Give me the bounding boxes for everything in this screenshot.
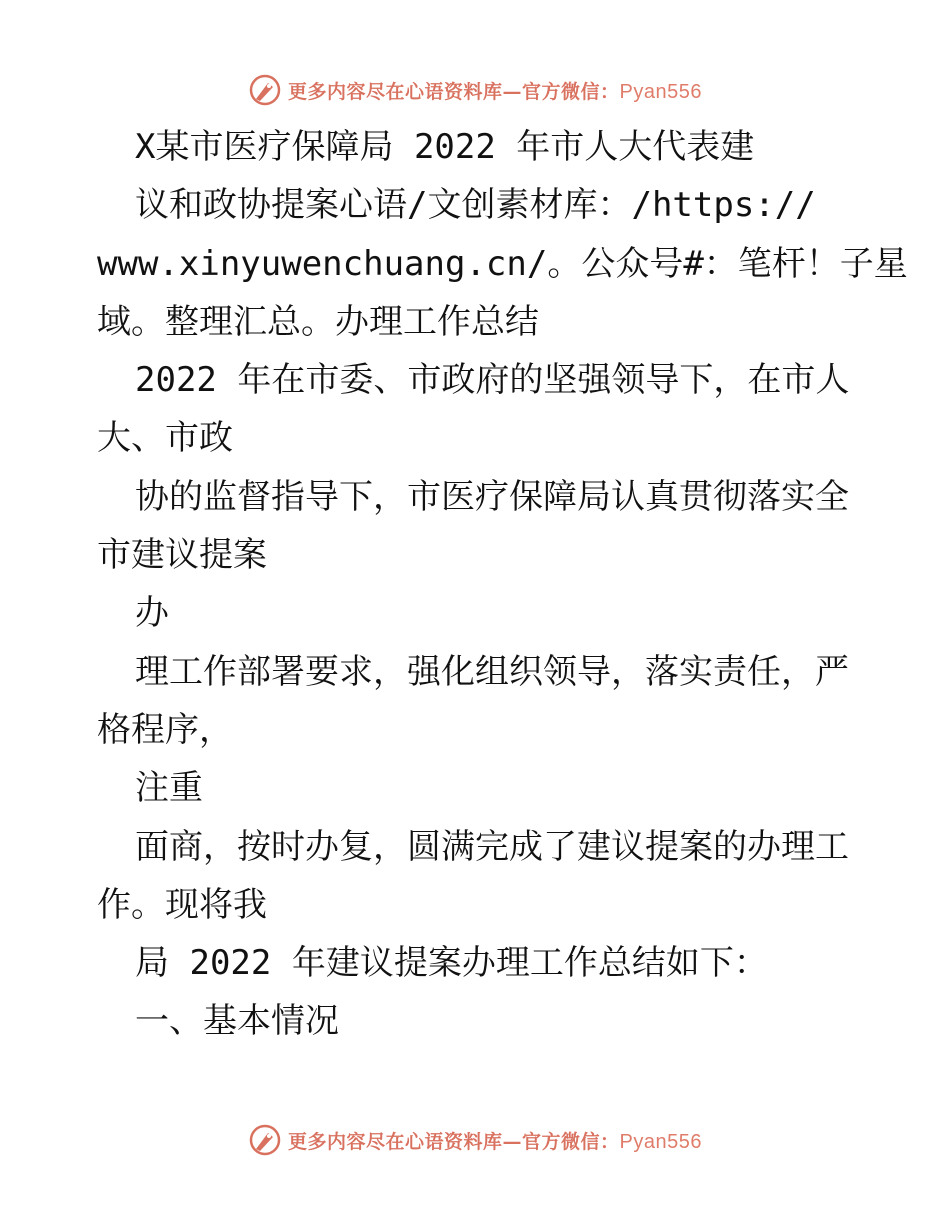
watermark-banner-top (0, 70, 950, 110)
document-line: 办 (135, 593, 169, 634)
document-body (97, 118, 908, 1051)
document-line: 格程序， (97, 709, 233, 750)
pen-nib-logo-icon (248, 73, 282, 107)
document-line: 面商，按时办复，圆满完成了建议提案的办理工 (135, 826, 849, 867)
document-line: www.xinyuwenchuang.cn/。公众号#：笔杆！子星 (97, 243, 908, 284)
document-line: 2022 年在市委、市政府的坚强领导下，在市人 (135, 360, 850, 401)
pen-nib-logo-icon (248, 1123, 282, 1157)
watermark-text: 更多内容尽在心语资料库—官方微信：Pyan556 (288, 1130, 702, 1153)
document-line: 议和政协提案心语/文创素材库：/https:// (135, 185, 816, 226)
document-line: 域。整理汇总。办理工作总结 (97, 301, 539, 342)
document-line: 大、市政 (97, 418, 233, 459)
document-line: 注重 (135, 768, 203, 809)
document-line: 一、基本情况 (135, 1001, 339, 1042)
document-line: X某市医疗保障局 2022 年市人大代表建 (135, 127, 755, 167)
document-line: 作。现将我 (97, 884, 267, 925)
document-line: 市建议提案 (97, 535, 267, 576)
document-line: 局 2022 年建议提案办理工作总结如下： (135, 943, 768, 984)
watermark-banner-bottom (0, 1120, 950, 1160)
document-line: 协的监督指导下，市医疗保障局认真贯彻落实全 (135, 476, 849, 517)
document-line: 理工作部署要求，强化组织领导，落实责任，严 (135, 651, 849, 692)
watermark-text: 更多内容尽在心语资料库—官方微信：Pyan556 (288, 80, 702, 103)
